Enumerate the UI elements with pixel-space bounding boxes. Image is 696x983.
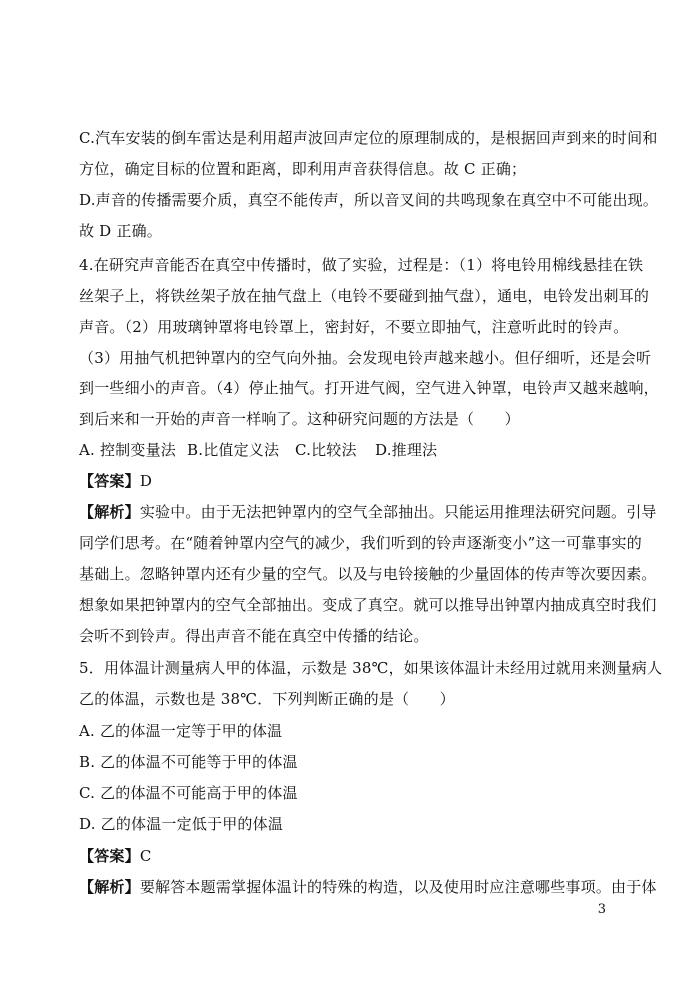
- question-4-line: 4.在研究声音能否在真空中传播时，做了实验，过程是：（1）将电铃用棉线悬挂在铁: [79, 256, 644, 274]
- q5-option-a: A. 乙的体温一定等于甲的体温: [79, 722, 283, 740]
- question-4-options: [79, 440, 437, 460]
- option-a: A. 控制变量法: [79, 441, 176, 459]
- option-b: B.比值定义法: [187, 441, 280, 459]
- question-4-line: 声音。（2）用玻璃钟罩将电铃罩上，密封好，不要立即抽气，注意听此时的铃声。: [79, 318, 629, 336]
- question-4-line: 到一些细小的声音。（4）停止抽气。打开进气阀，空气进入钟罩，电铃声又越来越响，: [79, 379, 659, 397]
- answer-value: D: [139, 472, 153, 490]
- q5-option-c: C. 乙的体温不可能高于甲的体温: [79, 784, 298, 802]
- analysis-tag: 【解析】: [79, 878, 140, 896]
- analysis-text: 要解答本题需掌握体温计的特殊的构造，以及使用时应注意哪些事项。由于体: [139, 878, 657, 896]
- analysis-line: 想象如果把钟罩内的空气全部抽出。变成了真空。就可以推导出钟罩内抽成真空时我们: [79, 596, 657, 614]
- q5-option-b: B. 乙的体温不可能等于甲的体温: [79, 753, 298, 771]
- analysis-line: 会听不到铃声。得出声音不能在真空中传播的结论。: [79, 627, 429, 645]
- text-line: C.汽车安装的倒车雷达是利用超声波回声定位的原理制成的，是根据回声到来的时间和: [79, 129, 658, 147]
- analysis-line: [79, 502, 657, 522]
- analysis-line: 基础上。忽略钟罩内还有少量的空气。以及与电铃接触的少量固体的传声等次要因素。: [79, 565, 657, 583]
- option-c: C.比较法: [295, 441, 357, 459]
- analysis-line: 同学们思考。在“随着钟罩内空气的减少，我们听到的铃声逐渐变小”这一可靠事实的: [79, 534, 642, 552]
- answer-line: [79, 471, 152, 491]
- question-5-line: 乙的体温，示数也是 38℃．下列判断正确的是（ ）: [79, 690, 455, 708]
- question-4-line: （3）用抽气机把钟罩内的空气向外抽。会发现电铃声越来越小。但仔细听，还是会听: [79, 349, 652, 367]
- question-4-line: 丝架子上，将铁丝架子放在抽气盘上（电铃不要碰到抽气盘），通电，电铃发出刺耳的: [79, 287, 650, 305]
- analysis-line: [79, 877, 657, 897]
- question-5-line: 5．用体温计测量病人甲的体温，示数是 38℃，如果该体温计未经用过就用来测量病人: [79, 659, 663, 677]
- answer-line: [79, 846, 152, 866]
- question-4-line: 到后来和一开始的声音一样响了。这种研究问题的方法是（ ）: [79, 410, 520, 428]
- analysis-text: 实验中。由于无法把钟罩内的空气全部抽出。只能运用推理法研究问题。引导: [139, 503, 657, 521]
- text-line: 方位，确定目标的位置和距离，即利用声音获得信息。故 C 正确；: [79, 160, 527, 178]
- text-line: D.声音的传播需要介质，真空不能传声，所以音叉间的共鸣现象在真空中不可能出现。: [79, 191, 659, 209]
- option-d: D.推理法: [375, 441, 438, 459]
- q5-option-d: D. 乙的体温一定低于甲的体温: [79, 815, 284, 833]
- answer-tag: 【答案】: [79, 847, 140, 865]
- answer-value: C: [139, 847, 152, 865]
- page-number: 3: [597, 902, 606, 917]
- answer-tag: 【答案】: [79, 472, 140, 490]
- analysis-tag: 【解析】: [79, 503, 140, 521]
- text-line: 故 D 正确。: [79, 222, 162, 240]
